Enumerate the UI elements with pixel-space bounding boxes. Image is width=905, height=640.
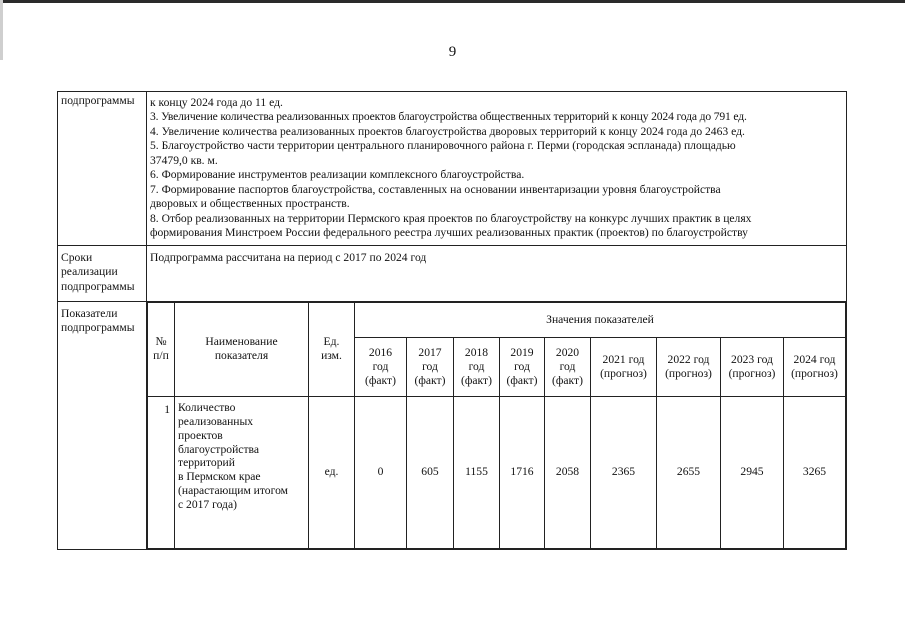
values-header: Значения показателей: [355, 302, 846, 337]
indicators-label-cell: [58, 301, 147, 549]
col-name-header-line: показателя: [214, 349, 269, 363]
year-header-2023: [721, 337, 784, 396]
goals-line: 4. Увеличение количества реализованных проектов благоустройства дворовых территорий к концу 2024 года до 2463 ед.: [150, 124, 745, 138]
value-2017: 605: [407, 396, 454, 548]
year-header-line: (факт): [461, 373, 492, 387]
goals-line: дворовых и общественных пространств.: [150, 197, 350, 211]
value-2022: 2655: [657, 396, 721, 548]
year-header-line: год: [468, 359, 485, 373]
year-header-line: (прогноз): [791, 366, 838, 380]
terms-text-cell: [147, 245, 847, 301]
goals-line: 37479,0 кв. м.: [150, 153, 218, 167]
goals-line: 8. Отбор реализованных на территории Пермского края проектов по благоустройству на конкурс лучших практик в целях: [150, 211, 752, 225]
indicator-name-line: (нарастающим итогом: [178, 484, 288, 498]
year-header-line: (факт): [365, 373, 396, 387]
year-header-line: (прогноз): [665, 366, 712, 380]
indicators-label-line: подпрограммы: [61, 321, 135, 335]
value-2019: 1716: [500, 396, 545, 548]
indicator-name-line: Количество: [178, 400, 236, 414]
year-header-line: год: [514, 359, 530, 373]
col-unit-header: [309, 302, 355, 396]
indicators-label-line: Показатели: [61, 306, 118, 320]
year-header-line: 2017: [418, 345, 442, 359]
value-2016: 0: [355, 396, 407, 548]
value-2020: 2058: [545, 396, 591, 548]
year-header-2020: [545, 337, 591, 396]
goals-line: 6. Формирование инструментов реализации комплексного благоустройства.: [150, 168, 525, 182]
indicator-name-line: проектов: [178, 428, 223, 442]
year-header-2022: [657, 337, 721, 396]
year-header-line: (прогноз): [728, 366, 776, 380]
terms-label-line: подпрограммы: [61, 279, 135, 293]
col-unit-header-line: Ед.: [323, 335, 340, 349]
indicator-name-line: реализованных: [178, 414, 254, 428]
year-header-line: 2023 год: [731, 352, 773, 366]
year-header-line: (факт): [552, 373, 583, 387]
value-2021: 2365: [591, 396, 657, 548]
indicator-name: [175, 396, 309, 548]
indicator-name-line: в Пермском крае: [178, 470, 261, 484]
year-header-2021: [591, 337, 657, 396]
year-header-2017: [407, 337, 454, 396]
year-header-2024: [784, 337, 846, 396]
goals-label-cell: [58, 92, 147, 246]
col-name-header-line: Наименование: [205, 335, 278, 349]
goals-text-cell: [147, 92, 847, 246]
indicators-table-cell: [147, 301, 847, 549]
indicator-name-line: с 2017 года): [178, 498, 237, 512]
terms-row: [58, 245, 847, 301]
indicator-unit: ед.: [309, 396, 355, 548]
indicator-name-line: территорий: [178, 456, 235, 470]
year-header-line: (факт): [414, 373, 446, 387]
goals-line: 3. Увеличение количества реализованных проектов благоустройства общественных территорий к концу 2024 года до 791 ед.: [150, 110, 747, 124]
goals-row: [58, 92, 847, 246]
terms-label-cell: [58, 245, 147, 301]
indicators-header-row: [148, 302, 846, 337]
col-name-header: [175, 302, 309, 396]
indicators-table: [147, 302, 846, 549]
goals-line: 5. Благоустройство части территории центрального планировочного района г. Перми (городская эспланада) площадью: [150, 139, 736, 153]
col-unit-header-line: изм.: [321, 349, 342, 363]
value-2018: 1155: [454, 396, 500, 548]
terms-label-line: Сроки: [61, 250, 93, 264]
year-header-2016: [355, 337, 407, 396]
value-2023: 2945: [721, 396, 784, 548]
goals-line: 7. Формирование паспортов благоустройства, составленных на основании инвентаризации уровня благоустройства: [150, 182, 721, 196]
year-header-line: 2019: [510, 345, 534, 359]
goals-label: подпрограммы: [61, 94, 135, 107]
year-header-line: 2021 год: [602, 352, 645, 366]
scan-top-edge: [0, 0, 905, 3]
col-number-header-line: №: [155, 335, 167, 349]
col-number-header-line: п/п: [153, 349, 169, 363]
col-number-header: [148, 302, 175, 396]
passport-table: [57, 91, 847, 550]
year-header-line: 2018: [464, 345, 489, 359]
year-header-2018: [454, 337, 500, 396]
year-header-2019: [500, 337, 545, 396]
value-2024: 3265: [784, 396, 846, 548]
year-header-line: год: [372, 359, 389, 373]
year-header-line: (факт): [506, 373, 538, 387]
year-header-line: 2024 год: [793, 352, 836, 366]
year-header-line: 2016: [368, 345, 393, 359]
indicator-name-line: благоустройства: [178, 442, 259, 456]
table-row: [148, 396, 846, 548]
goals-line: к концу 2024 года до 11 ед.: [150, 96, 283, 109]
terms-label-line: реализации: [61, 265, 118, 279]
indicators-row: [58, 301, 847, 549]
terms-text: Подпрограмма рассчитана на период с 2017 по 2024 год: [150, 250, 427, 264]
year-header-line: 2022 год: [667, 352, 710, 366]
page-number: 9: [448, 44, 457, 60]
year-header-line: год: [559, 359, 576, 373]
year-header-line: год: [422, 359, 438, 373]
year-header-line: 2020: [555, 345, 580, 359]
goals-line: формирования Минстроем России федерального реестра лучших реализованных практик (проектов) по благоустройству: [150, 226, 748, 240]
row-number: 1: [148, 396, 175, 548]
year-header-line: (прогноз): [600, 366, 647, 380]
